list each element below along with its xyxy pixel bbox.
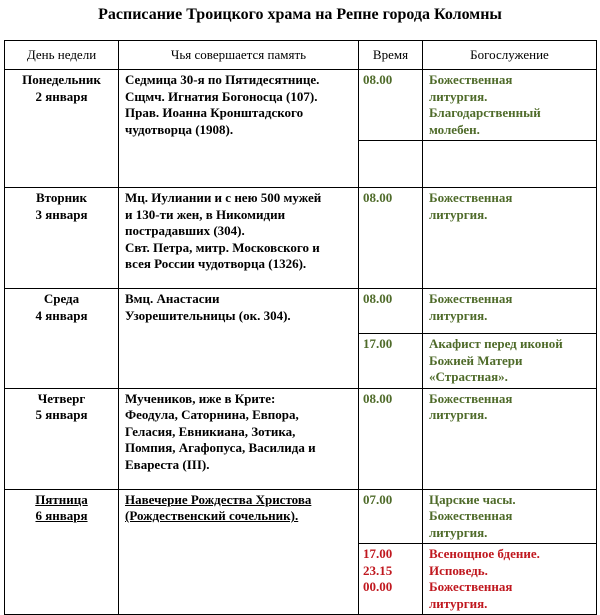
date: 5 января	[35, 407, 88, 422]
date: 2 января	[35, 88, 88, 104]
date: 4 января	[35, 307, 88, 323]
table-row	[5, 289, 597, 334]
memory-cell	[119, 388, 359, 489]
memory-line: пострадавших (304).	[125, 223, 245, 238]
weekday: Среда	[43, 291, 80, 306]
service-line: Божественная	[429, 190, 513, 205]
day-cell	[5, 289, 119, 389]
service-line: литургия.	[429, 595, 488, 611]
service-line: Всенощное бдение.	[429, 546, 540, 561]
memory-line: Вмц. Анастасии	[125, 291, 220, 306]
page-title: Расписание Троицкого храма на Репне города Коломны	[98, 6, 502, 23]
service-line: Божией Матери	[429, 352, 523, 368]
memory-line: чудотворца (1908).	[125, 121, 234, 137]
service-line: Божественная	[429, 508, 513, 523]
service-cell	[423, 289, 597, 334]
service-cell	[423, 489, 597, 544]
time-cell: 08.00	[359, 188, 423, 289]
time-cell: 08.00	[359, 388, 423, 489]
memory-line: Евареста (III).	[125, 456, 210, 472]
service-line: литургия.	[429, 407, 488, 422]
service-line: молебен.	[429, 121, 480, 137]
time-line: 23.15	[363, 562, 393, 578]
service-line: Благодарственный	[429, 105, 541, 120]
day-cell	[5, 188, 119, 289]
memory-line: Геласия, Евникиана, Зотика,	[125, 423, 296, 439]
service-line: Божественная	[429, 579, 513, 594]
service-line: Акафист перед иконой	[429, 336, 563, 351]
day-cell	[5, 489, 119, 615]
service-line: Божественная	[429, 72, 513, 87]
time-cell	[359, 544, 423, 615]
table-row	[5, 188, 597, 289]
service-line: литургия.	[429, 206, 488, 222]
service-cell	[423, 334, 597, 389]
service-cell	[423, 544, 597, 615]
time-cell: 08.00	[359, 70, 423, 141]
date: 3 января	[35, 206, 88, 222]
memory-cell	[119, 289, 359, 389]
service-line: Исповедь.	[429, 562, 488, 578]
empty-service-cell	[423, 141, 597, 188]
service-line: Царские часы.	[429, 491, 516, 507]
header-service: Богослужение	[423, 41, 597, 70]
memory-line: Узорешительницы (ок. 304).	[125, 307, 291, 323]
memory-line: (Рождественский сочельник).	[125, 508, 299, 523]
memory-cell	[119, 70, 359, 188]
header-memory: Чья совершается память	[119, 41, 359, 70]
time-cell: 07.00	[359, 489, 423, 544]
memory-line: Сщмч. Игнатия Богоносца (107).	[125, 88, 318, 104]
table-row	[5, 388, 597, 489]
memory-line: Феодула, Саторнина, Евпора,	[125, 407, 299, 422]
memory-line: всея России чудотворца (1326).	[125, 256, 307, 271]
header-day: День недели	[5, 41, 119, 70]
memory-line: Мц. Иулиании и с нею 500 мужей	[125, 190, 322, 205]
day-cell	[5, 388, 119, 489]
time-cell: 17.00	[359, 334, 423, 389]
day-cell	[5, 70, 119, 188]
empty-time-cell	[359, 141, 423, 188]
weekday: Пятница	[35, 491, 88, 507]
service-line: Божественная	[429, 390, 513, 406]
service-line: «Страстная».	[429, 369, 508, 384]
service-line: литургия.	[429, 524, 488, 540]
service-cell	[423, 70, 597, 141]
service-line: Божественная	[429, 291, 513, 306]
schedule-table	[4, 40, 597, 615]
service-cell	[423, 388, 597, 489]
header-row	[5, 41, 597, 70]
table-row	[5, 70, 597, 141]
service-cell	[423, 188, 597, 289]
memory-line: Седмица 30-я по Пятидесятнице.	[125, 72, 320, 87]
time-line: 17.00	[363, 546, 393, 561]
weekday: Понедельник	[22, 72, 101, 87]
table-row	[5, 489, 597, 544]
memory-line: Мучеников, иже в Крите:	[125, 390, 276, 406]
memory-line: Навечерие Рождества Христова	[125, 491, 312, 507]
weekday: Четверг	[37, 390, 86, 406]
time-cell: 08.00	[359, 289, 423, 334]
service-line: литургия.	[429, 307, 488, 323]
memory-line: Помпия, Агафопуса, Василида и	[125, 440, 316, 455]
service-line: литургия.	[429, 88, 488, 104]
memory-line: Прав. Иоанна Кронштадского	[125, 105, 304, 120]
memory-cell	[119, 188, 359, 289]
time-line: 00.00	[363, 579, 393, 594]
memory-cell	[119, 489, 359, 615]
memory-line: и 130-ти жен, в Никомидии	[125, 206, 286, 222]
memory-line: Свт. Петра, митр. Московского и	[125, 239, 320, 255]
weekday: Вторник	[35, 190, 88, 205]
header-time: Время	[359, 41, 423, 70]
date: 6 января	[35, 508, 88, 523]
